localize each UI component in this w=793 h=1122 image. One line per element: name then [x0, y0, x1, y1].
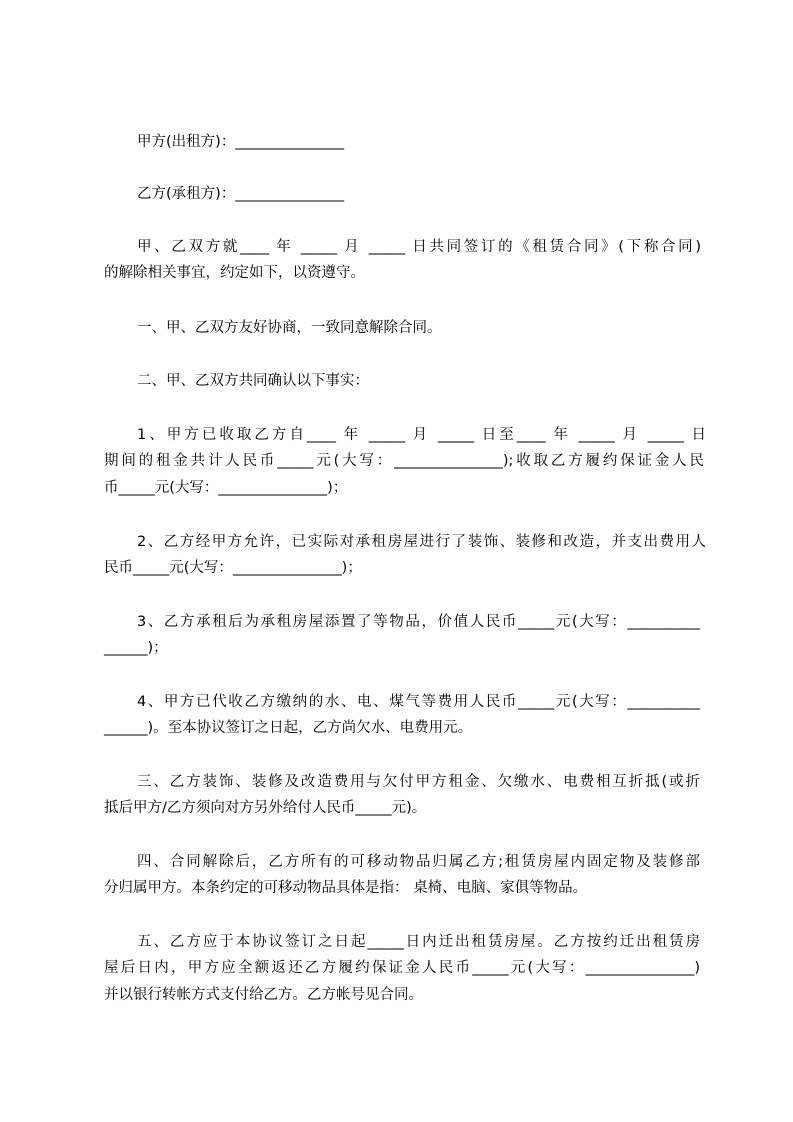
item-1-line-2: 期间的租金共计人民币_____元(大写：_______________);收取乙方履约保证金人民 [104, 453, 704, 469]
intro-line-2: 的解除相关事宜，约定如下，以资遵守。 [104, 265, 365, 281]
item-3-line-2: ______)； [104, 640, 168, 656]
item-4-line-2: ______)。至本协议签订之日起，乙方尚欠水、电费用元。 [104, 720, 473, 736]
item-2-line-2: 民币_____元(大写：_______________)； [104, 560, 362, 576]
party-b-line: 乙方(承租方)：_______________ [137, 186, 345, 202]
party-a-line: 甲方(出租方)：_______________ [137, 134, 345, 150]
intro-line-1: 甲、乙双方就____ 年 _____ 月 _____ 日共同签订的《租赁合同》(下称合同) [137, 239, 701, 255]
clause-5-line-3: 并以银行转帐方式支付给乙方。乙方帐号见合同。 [104, 987, 423, 1003]
item-1-line-3: 币_____元(大写：_______________)； [104, 480, 348, 496]
clause-3-line-2: 抵后甲方/乙方须向对方另外给付人民币_____元)。 [104, 800, 427, 816]
clause-3-line-1: 三、乙方装饰、装修及改造费用与欠付甲方租金、欠缴水、电费相互折抵(或折 [137, 774, 700, 790]
clause-5-line-1: 五、乙方应于本协议签订之日起_____日内迁出租赁房屋。乙方按约迁出租赁房 [137, 934, 700, 950]
item-1-line-1: 1、甲方已收取乙方自____ 年 _____ 月 _____ 日至____ 年 _____ 月 _____ 日 [137, 427, 706, 443]
clause-5-line-2: 屋后日内，甲方应全额返还乙方履约保证金人民币_____元(大写：_______________) [104, 960, 700, 976]
item-2-line-1: 2、乙方经甲方允许，已实际对承租房屋进行了装饰、装修和改造，并支出费用人 [137, 534, 706, 550]
item-3-line-1: 3、乙方承租后为承租房屋添置了等物品，价值人民币_____元(大写：__________ [137, 614, 700, 630]
clause-4-line-1: 四、合同解除后，乙方所有的可移动物品归属乙方;租赁房屋内固定物及装修部 [137, 854, 700, 870]
clause-2: 二、甲、乙双方共同确认以下事实： [137, 373, 369, 389]
clause-1: 一、甲、乙双方友好协商，一致同意解除合同。 [137, 320, 442, 336]
item-4-line-1: 4、甲方已代收乙方缴纳的水、电、煤气等费用人民币_____元(大写：__________ [137, 694, 700, 710]
clause-4-line-2: 分归属甲方。本条约定的可移动物品具体是指： 桌椅、电脑、家俱等物品。 [104, 880, 588, 896]
